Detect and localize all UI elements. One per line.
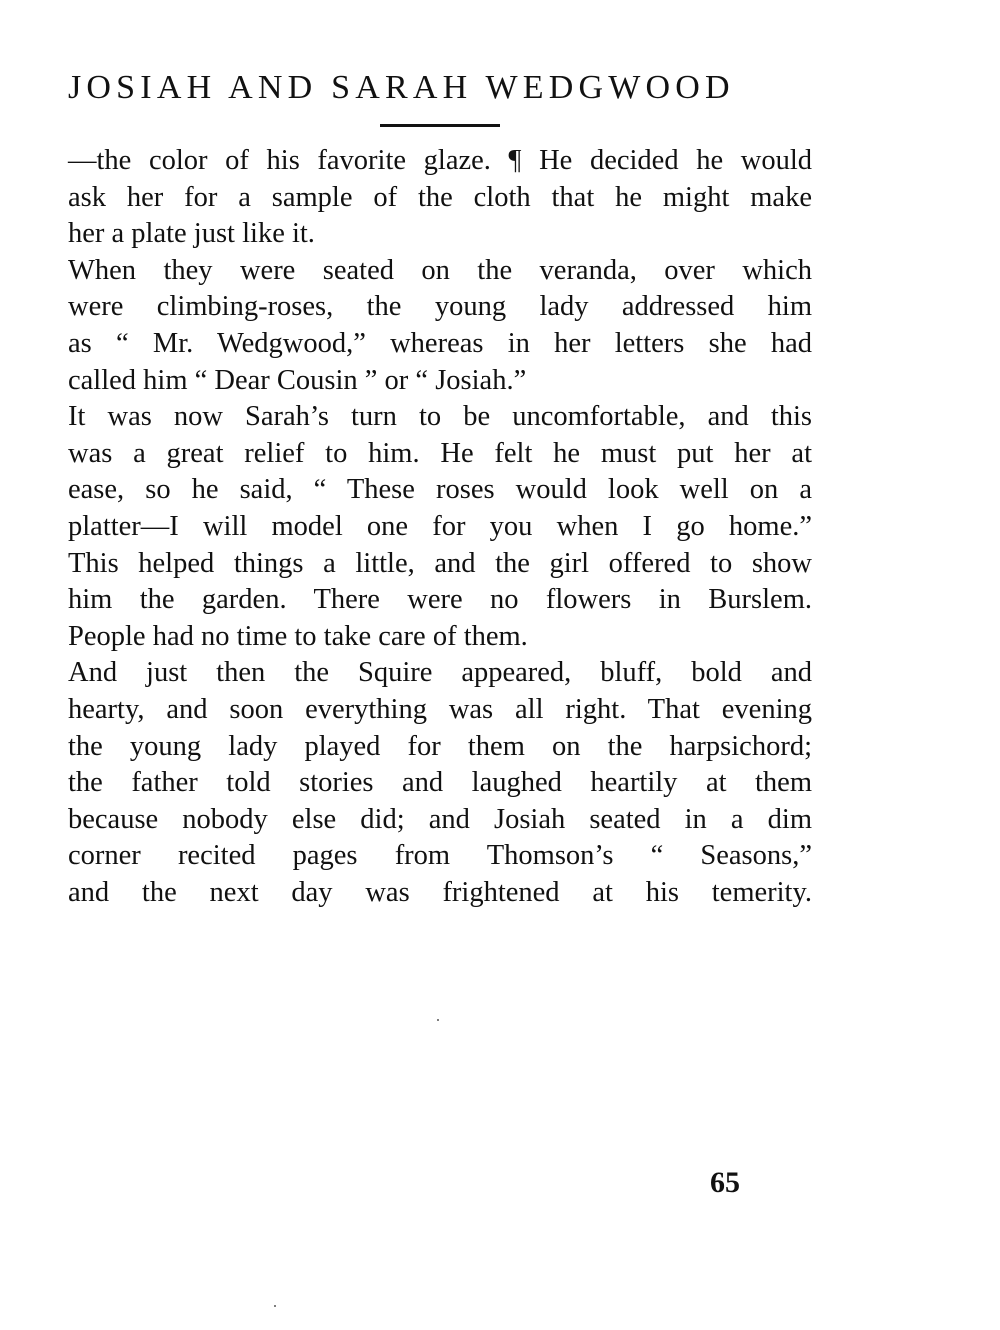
- text-line: hearty, and soon everything was all right. That evening: [68, 693, 812, 725]
- text-line: —the color of his favorite glaze. ¶ He decided he would: [68, 145, 812, 176]
- text-line: as “ Mr. Wedgwood,” whereas in her letters she had: [68, 327, 812, 359]
- text-line: corner recited pages from Thomson’s “ Seasons,”: [68, 840, 812, 872]
- body-text: [68, 143, 812, 911]
- text-line: It was now Sarah’s turn to be uncomfortable, and this: [68, 401, 812, 433]
- text-line: were climbing-roses, the young lady addressed him: [68, 291, 812, 323]
- text-line: him the garden. There were no flowers in Burslem.: [68, 584, 812, 616]
- text-line: This helped things a little, and the girl offered to show: [68, 547, 812, 579]
- speck-mark: [274, 1305, 276, 1307]
- text-line: People had no time to take care of them.: [68, 620, 528, 652]
- text-line: was a great relief to him. He felt he must put her at: [68, 437, 812, 469]
- text-line: the father told stories and laughed heartily at them: [68, 767, 812, 799]
- text-line: called him “ Dear Cousin ” or “ Josiah.”: [68, 364, 527, 396]
- text-line: because nobody else did; and Josiah seated in a dim: [68, 803, 812, 835]
- text-line: When they were seated on the veranda, over which: [68, 254, 812, 286]
- text-line: ease, so he said, “ These roses would look well on a: [68, 474, 812, 506]
- text-line: ask her for a sample of the cloth that he might make: [68, 181, 812, 213]
- text-line: her a plate just like it.: [68, 218, 315, 250]
- speck-mark: [437, 1019, 439, 1021]
- running-head: JOSIAH AND SARAH WEDGWOOD: [68, 69, 735, 106]
- text-line: And just then the Squire appeared, bluff, bold and: [68, 657, 812, 689]
- page-number: 65: [710, 1166, 740, 1199]
- text-line: the young lady played for them on the harpsichord;: [68, 730, 812, 762]
- text-line: and the next day was frightened at his temerity.: [68, 876, 812, 908]
- header-rule: [380, 124, 500, 127]
- text-line: platter—I will model one for you when I go home.”: [68, 510, 812, 542]
